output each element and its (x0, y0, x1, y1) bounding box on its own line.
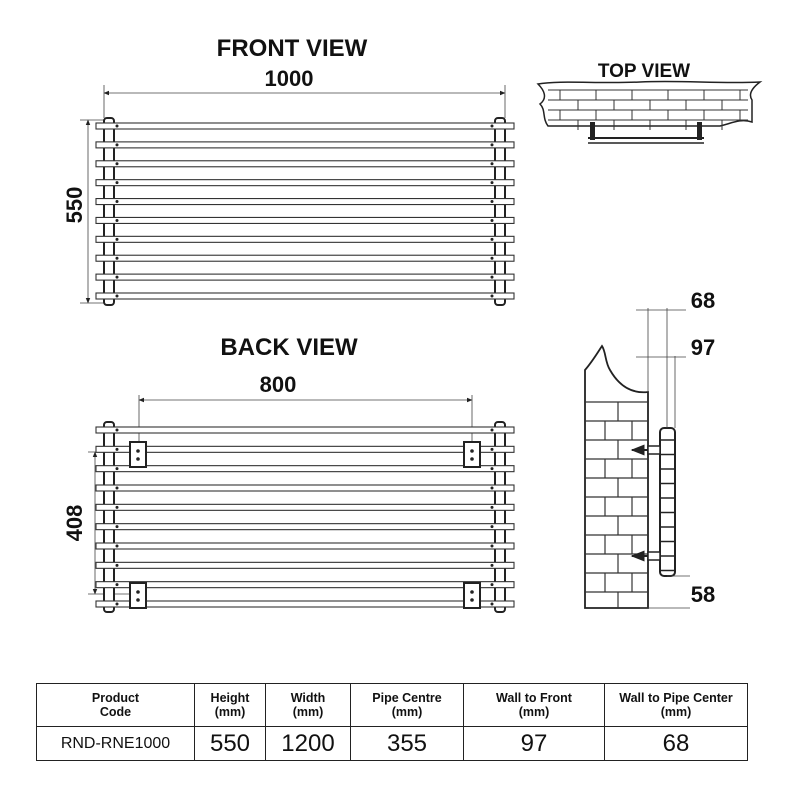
cell-height: 550 (195, 727, 266, 761)
front-view-title: FRONT VIEW (216, 35, 368, 62)
radiator-bar (96, 236, 514, 242)
top-view (538, 61, 760, 143)
back-bracket-top-right (464, 442, 480, 467)
back-bracket-bottom-right (464, 583, 480, 608)
radiator-bar (96, 274, 514, 280)
radiator-bar (96, 504, 514, 510)
header-wall-to-front: Wall to Front (mm) (464, 684, 605, 727)
top-wall-bricks (548, 90, 748, 130)
header-height: Height (mm) (195, 684, 266, 727)
side-bracket-bottom (648, 552, 660, 560)
cell-product-code: RND-RNE1000 (37, 727, 195, 761)
radiator-bar (96, 543, 514, 549)
radiator-bar (96, 161, 514, 167)
spec-table-header-row (37, 684, 748, 727)
radiator-bar (96, 180, 514, 186)
header-wall-to-pipe-center: Wall to Pipe Center (mm) (605, 684, 748, 727)
cell-wall-to-front: 97 (464, 727, 605, 761)
radiator-bar (96, 582, 514, 588)
spec-table-row (37, 727, 748, 761)
side-bracket-top (648, 446, 660, 454)
radiator-bar (96, 601, 514, 607)
radiator-bar (96, 217, 514, 223)
radiator-bar (96, 142, 514, 148)
top-bracket-right (697, 122, 702, 140)
front-horizontal-bars (96, 123, 514, 299)
header-width: Width (mm) (266, 684, 351, 727)
back-horizontal-bars (96, 427, 514, 607)
side-view (585, 288, 715, 608)
front-view (62, 35, 514, 305)
side-wall-outline (585, 346, 648, 608)
radiator-bar (96, 446, 514, 452)
radiator-bar (96, 255, 514, 261)
top-view-title: TOP VIEW (597, 61, 691, 82)
radiator-bar (96, 466, 514, 472)
radiator-bar (96, 524, 514, 530)
back-bracket-height-dimension: 408 (62, 504, 87, 542)
back-view-title: BACK VIEW (220, 334, 358, 361)
radiator-bar (96, 123, 514, 129)
cell-wall-to-pipe-center: 68 (605, 727, 748, 761)
header-pipe-centre: Pipe Centre (mm) (351, 684, 464, 727)
header-product-code: Product Code (37, 684, 195, 727)
radiator-bar (96, 199, 514, 205)
radiator-bar (96, 293, 514, 299)
top-wall-outline (538, 81, 760, 126)
back-bracket-top-left (130, 442, 146, 467)
top-bracket-left (590, 122, 595, 140)
back-bracket-spacing-dimension: 800 (259, 372, 297, 397)
back-view (62, 334, 514, 612)
side-wall-bricks (585, 402, 648, 608)
radiator-bar (96, 562, 514, 568)
front-width-dimension: 1000 (264, 66, 314, 91)
side-wall-to-pipe-dimension: 68 (690, 288, 716, 313)
cell-pipe-centre: 355 (351, 727, 464, 761)
side-wall-to-front-dimension: 97 (690, 335, 716, 360)
cell-width: 1200 (266, 727, 351, 761)
side-bottom-dimension: 58 (690, 582, 716, 607)
radiator-bar (96, 427, 514, 433)
side-radiator-profile (660, 428, 675, 576)
spec-table (36, 683, 748, 761)
front-height-dimension: 550 (62, 186, 87, 224)
back-bracket-bottom-left (130, 583, 146, 608)
radiator-bar (96, 485, 514, 491)
